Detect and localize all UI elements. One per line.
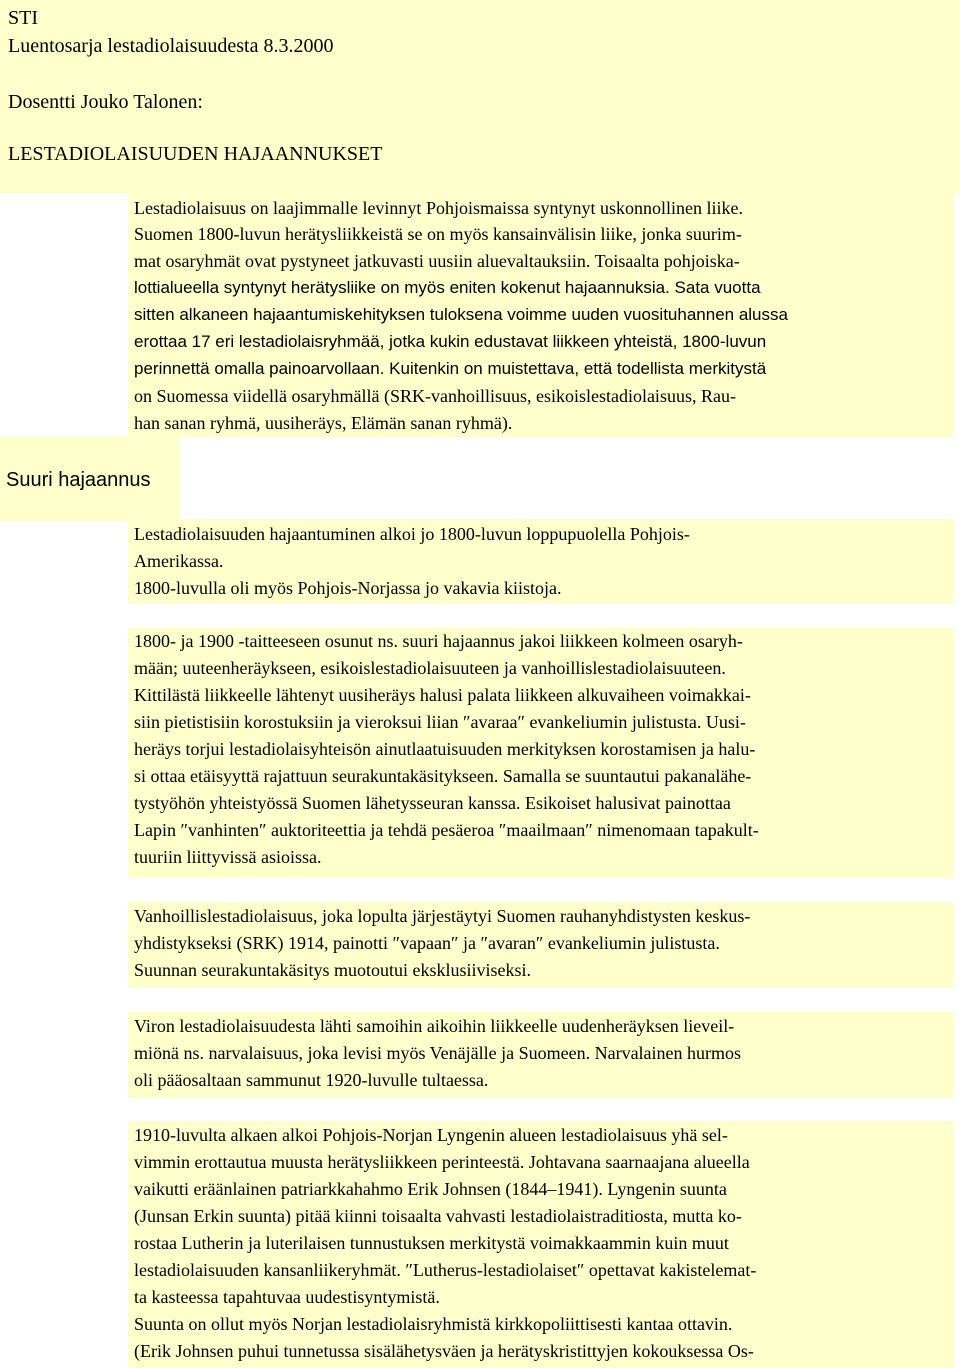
- text-line: Lestadiolaisuus on laajimmalle levinnyt Pohjoismaissa syntynyt uskonnollinen liike.: [134, 198, 743, 218]
- text-line: mään; uuteenheräykseen, esikoislestadiolaisuuteen ja vanhoillislestadiolaisuuteen.: [134, 658, 726, 678]
- text-line: Amerikassa.: [134, 551, 224, 571]
- text-line: Suunnan seurakuntakäsitys muotoutui eksklusiiviseksi.: [134, 960, 531, 980]
- text-line: siin pietistisiin korostuksiin ja vieroksui liian ″avaraa″ evankeliumin julistusta. Uusi-: [134, 712, 746, 732]
- text-line: (Junsan Erkin suunta) pitää kiinni toisaalta vahvasti lestadiolaistraditiosta, mutta ko-: [134, 1206, 742, 1226]
- text-line: Suunta on ollut myös Norjan lestadiolaisryhmistä kirkkopoliittisesti kantaa ottavin.: [134, 1314, 733, 1334]
- paragraph-great-split: [128, 628, 954, 878]
- text-line: rostaa Lutherin ja luterilaisen tunnustuksen merkitystä voimakkaammin kuin muut: [134, 1233, 729, 1253]
- text-line: miönä ns. narvalaisuus, joka levisi myös Venäjälle ja Suomeen. Narvalainen hurmos: [134, 1043, 742, 1063]
- side-label: Suuri hajaannus: [6, 469, 151, 491]
- paragraph-early-split: [128, 519, 954, 604]
- header-author: Dosentti Jouko Talonen:: [8, 91, 203, 113]
- text-line: heräys torjui lestadiolaisyhteisön ainutlaatuisuuden merkityksen korostamisen ja halu-: [134, 739, 756, 759]
- text-line: lottialueella syntynyt herätysliike on myös eniten kokenut hajaannuksia. Sata vuotta: [134, 278, 761, 297]
- text-line: 1910-luvulta alkaen alkoi Pohjois-Norjan Lyngenin alueen lestadiolaisuus yhä sel-: [134, 1125, 728, 1145]
- text-line: yhdistykseksi (SRK) 1914, painotti ″vapaan″ ja ″avaran″ evankeliumin julistusta.: [134, 933, 720, 953]
- paragraph-lyngen: [128, 1121, 954, 1368]
- text-line: Kittilästä liikkeelle lähtenyt uusiheräys halusi palata liikkeen alkuvaiheen voimakkai-: [134, 685, 751, 705]
- text-line: tuuriin liittyvissä asioissa.: [134, 847, 322, 867]
- text-line: perinnettä omalla painoarvollaan. Kuitenkin on muistettava, että todellista merkitystä: [134, 359, 767, 378]
- header-block: [0, 0, 960, 193]
- text-line: lestadiolaisuuden kansanliikeryhmät. ″Lutherus-lestadiolaiset″ opettavat kakistelemat-: [134, 1260, 757, 1280]
- header-org: STI: [8, 7, 38, 29]
- text-line: han sanan ryhmä, uusiheräys, Elämän sanan ryhmä).: [134, 413, 513, 433]
- text-line: vaikutti eräänlainen patriarkkahahmo Erik Johnsen (1844–1941). Lyngenin suunta: [134, 1179, 727, 1199]
- text-line: tystyöhön yhteistyössä Suomen lähetysseuran kanssa. Esikoiset halusivat painottaa: [134, 793, 731, 813]
- text-line: Viron lestadiolaisuudesta lähti samoihin aikoihin liikkeelle uudenheräyksen lieveil-: [134, 1016, 735, 1036]
- page-title: LESTADIOLAISUUDEN HAJAANNUKSET: [8, 143, 383, 165]
- text-line: on Suomessa viidellä osaryhmällä (SRK-vanhoillisuus, esikoislestadiolaisuus, Rau-: [134, 386, 736, 406]
- side-label-box: [0, 437, 180, 521]
- header-series: Luentosarja lestadiolaisuudesta 8.3.2000: [8, 35, 334, 57]
- text-line: ta kasteessa tapahtuvaa uudestisyntymistä.: [134, 1287, 440, 1307]
- text-line: 1800- ja 1900 -taitteeseen osunut ns. suuri hajaannus jakoi liikkeen kolmeen osaryh-: [134, 631, 743, 651]
- text-line: Vanhoillislestadiolaisuus, joka lopulta järjestäytyi Suomen rauhanyhdistysten keskus-: [134, 906, 751, 926]
- paragraph-narva: [128, 1012, 954, 1098]
- text-line: erottaa 17 eri lestadiolaisryhmää, jotka kukin edustavat liikkeen yhteistä, 1800-luvun: [134, 332, 767, 351]
- text-line: sitten alkaneen hajaantumiskehityksen tuloksena voimme uuden vuosituhannen alussa: [134, 305, 788, 324]
- paragraph-conservative: [128, 902, 954, 988]
- text-line: oli pääosaltaan sammunut 1920-luvulle tultaessa.: [134, 1070, 489, 1090]
- text-line: Lapin ″vanhinten″ auktoriteettia ja tehdä pesäeroa ″maailmaan″ nimenomaan tapakult-: [134, 820, 759, 840]
- text-line: si ottaa etäisyyttä rajattuun seurakuntakäsitykseen. Samalla se suuntautui pakanalähe-: [134, 766, 752, 786]
- text-line: (Erik Johnsen puhui tunnetussa sisälähetysväen ja herätyskristittyjen kokouksessa Os-: [134, 1341, 754, 1361]
- text-line: 1800-luvulla oli myös Pohjois-Norjassa jo vakavia kiistoja.: [134, 578, 562, 598]
- text-line: mat osaryhmät ovat pystyneet jatkuvasti uusiin aluevaltauksiin. Toisaalta pohjoiska-: [134, 251, 740, 271]
- text-line: Suomen 1800-luvun herätysliikkeistä se on myös kansainvälisin liike, jonka suurim-: [134, 224, 742, 244]
- text-line: Lestadiolaisuuden hajaantuminen alkoi jo 1800-luvun loppupuolella Pohjois-: [134, 524, 690, 544]
- text-line: vimmin erottautua muusta herätysliikkeen perinteestä. Johtavana saarnaajana alueella: [134, 1152, 750, 1172]
- paragraph-intro: [128, 193, 954, 437]
